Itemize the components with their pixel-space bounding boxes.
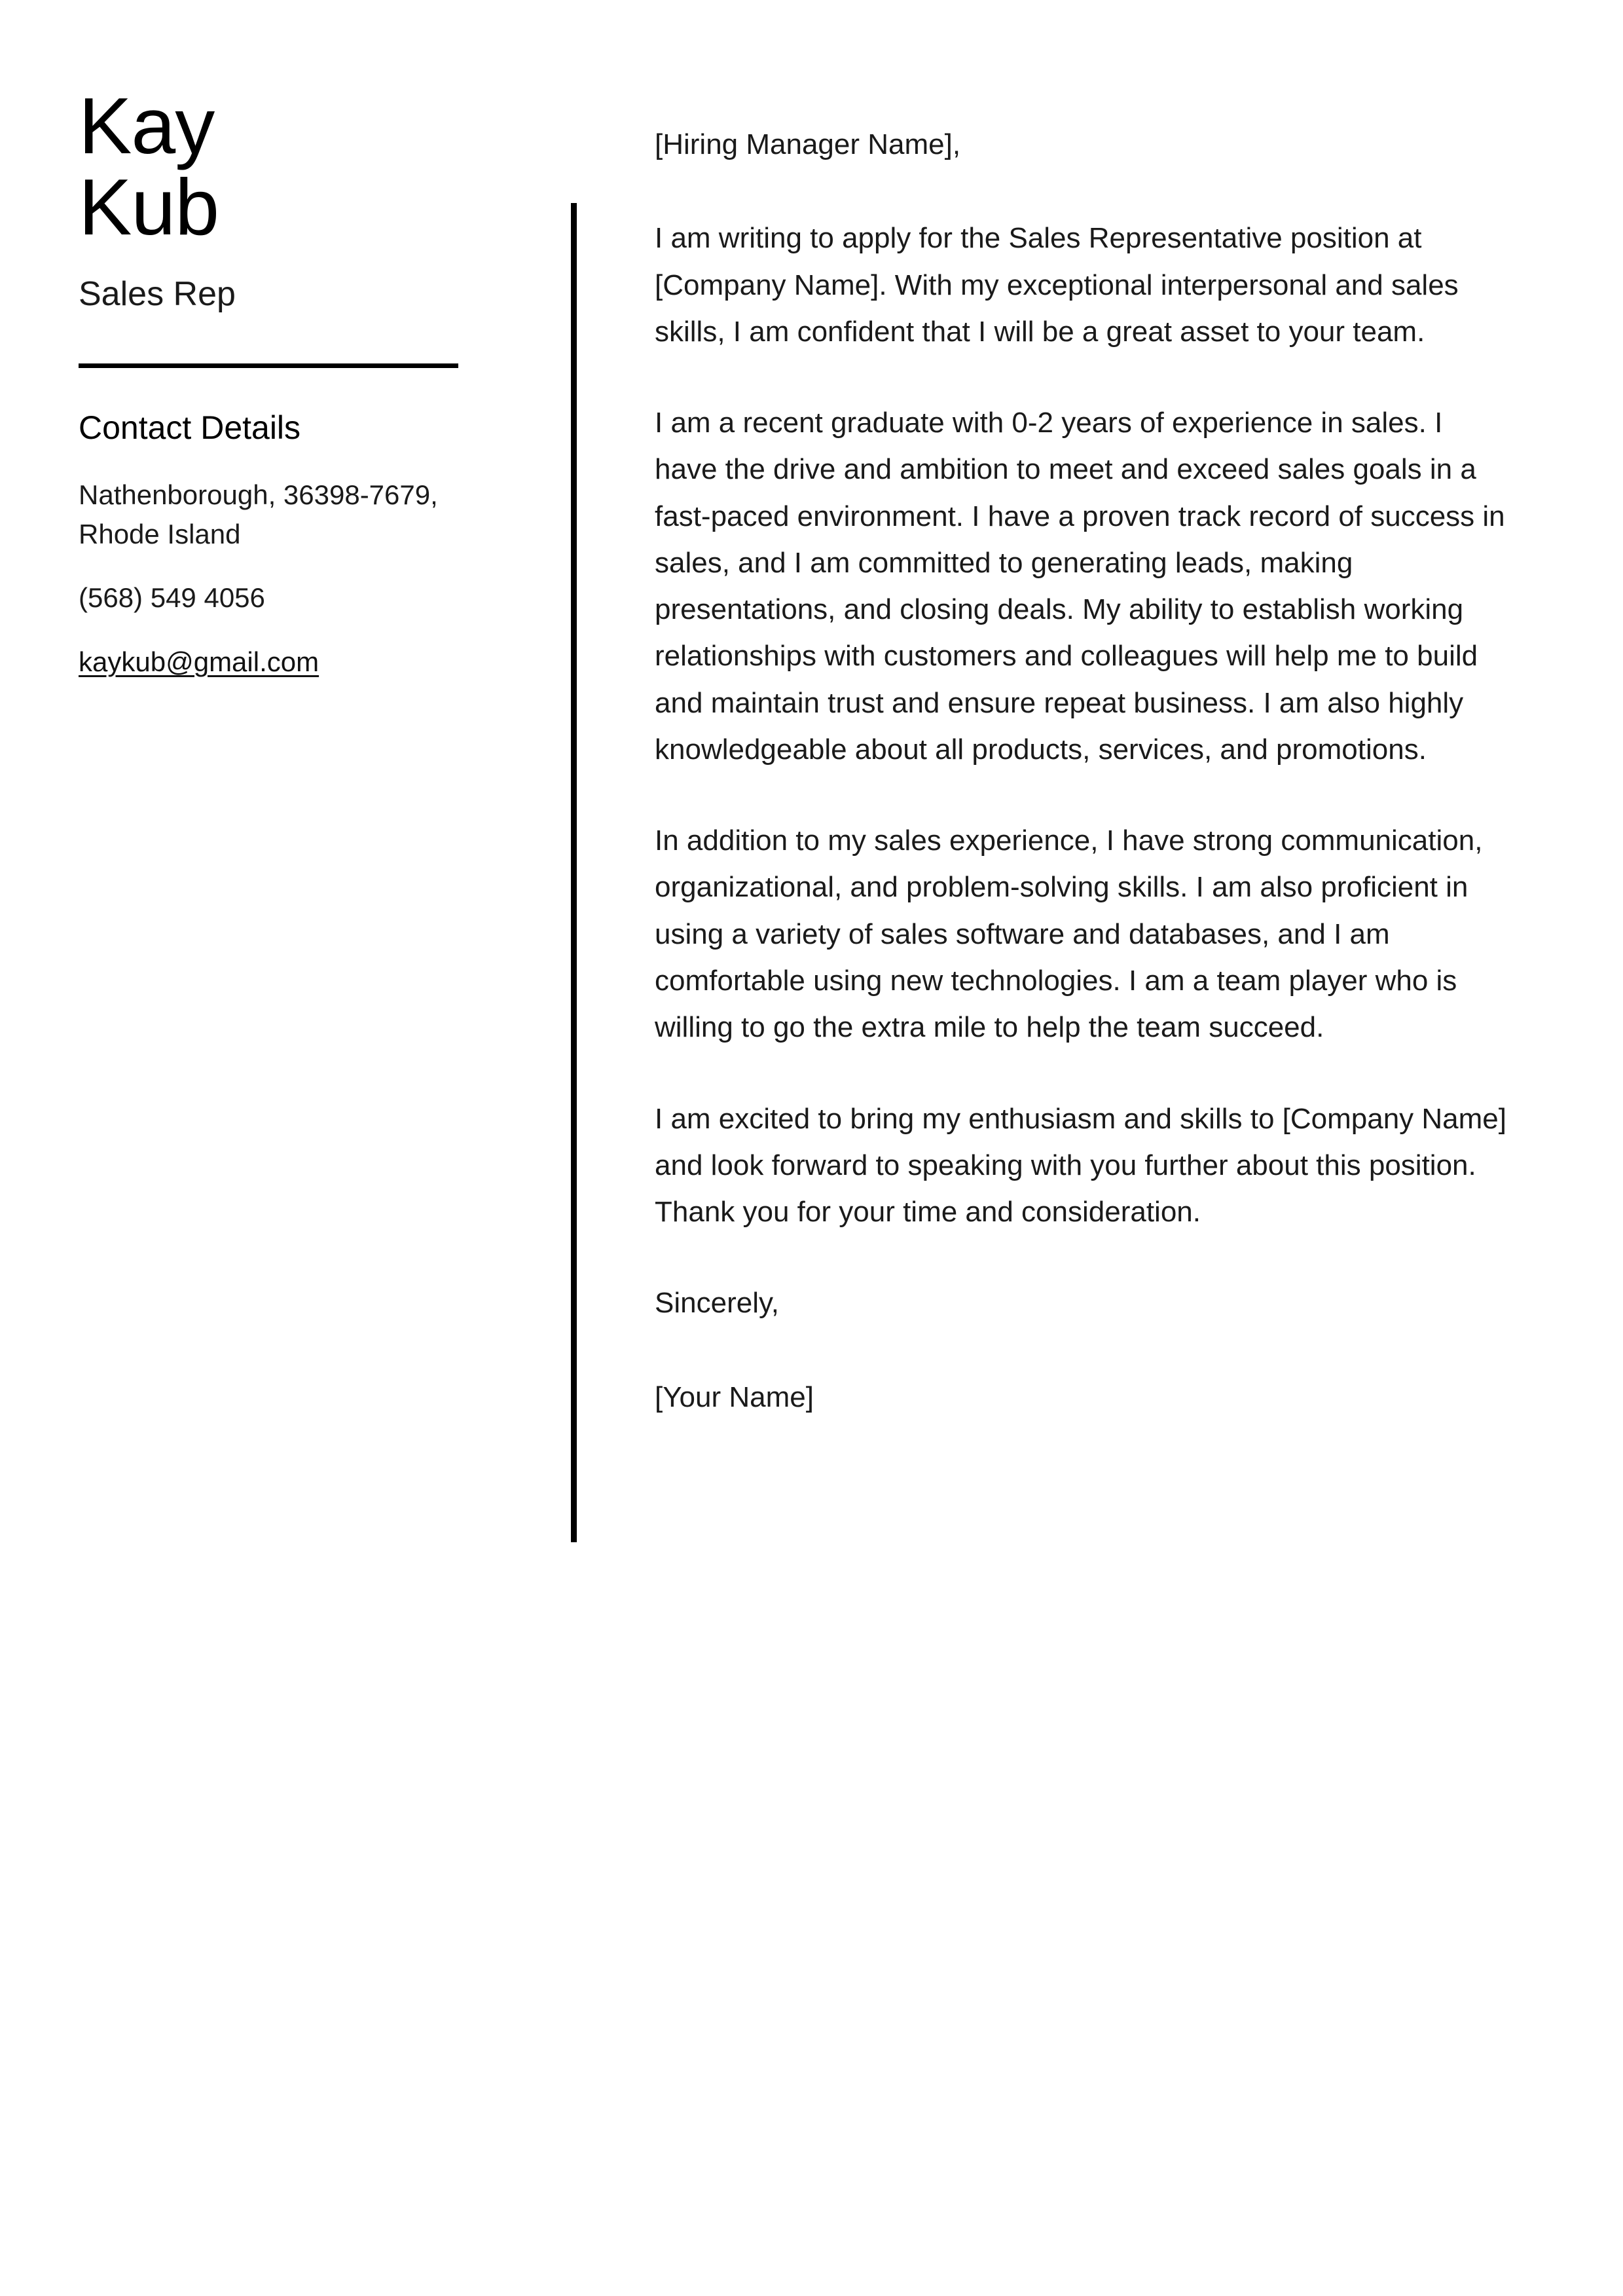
letter-signoff: Sincerely, (655, 1287, 779, 1320)
vertical-divider (571, 203, 577, 1542)
letter-paragraph-2: I am a recent graduate with 0-2 years of experience in sales. I have the drive and ambition to meet and exceed sales goals in a fast-paced environment. I have a proven track record of success in sales, and I am committed to generating leads, making presentations, and closing deals. My ability to establish working relationships with customers and colleagues will help me to build and maintain trust and ensure repeat business. I am also highly knowledgeable about all products, services, and promotions. (655, 407, 1505, 766)
letter-paragraph-3: In addition to my sales experience, I have strong communication, organizational, and problem-solving skills. I am also proficient in using a variety of sales software and databases, and I am comfortable using new technologies. I am a team player who is willing to go the extra mile to help the team succeed. (655, 824, 1483, 1044)
contact-details-heading: Contact Details (79, 409, 301, 446)
contact-email-link[interactable]: kaykub@gmail.com (79, 646, 319, 677)
letter-signature: [Your Name] (655, 1380, 814, 1413)
letter-paragraph-1: I am writing to apply for the Sales Representative position at [Company Name]. With my exceptional interpersonal and sales skills, I am confident that I will be a great asset to your team. (655, 222, 1459, 348)
sidebar (79, 81, 498, 706)
sidebar-divider-rule (79, 363, 458, 368)
name-line-first: Kay (79, 81, 215, 170)
letter-body (655, 121, 1512, 1420)
contact-address: Nathenborough, 36398-7679, Rhode Island (79, 479, 438, 549)
applicant-name (79, 81, 498, 252)
contact-phone[interactable]: (568) 549 4056 (79, 582, 265, 614)
job-title: Sales Rep (79, 274, 236, 313)
name-line-last: Kub (79, 162, 219, 252)
contact-list (79, 475, 498, 682)
letter-paragraph-4: I am excited to bring my enthusiasm and skills to [Company Name] and look forward to speaking with you further about this position. Thank you for your time and consideration. (655, 1102, 1506, 1229)
letter-salutation: [Hiring Manager Name], (655, 128, 961, 160)
